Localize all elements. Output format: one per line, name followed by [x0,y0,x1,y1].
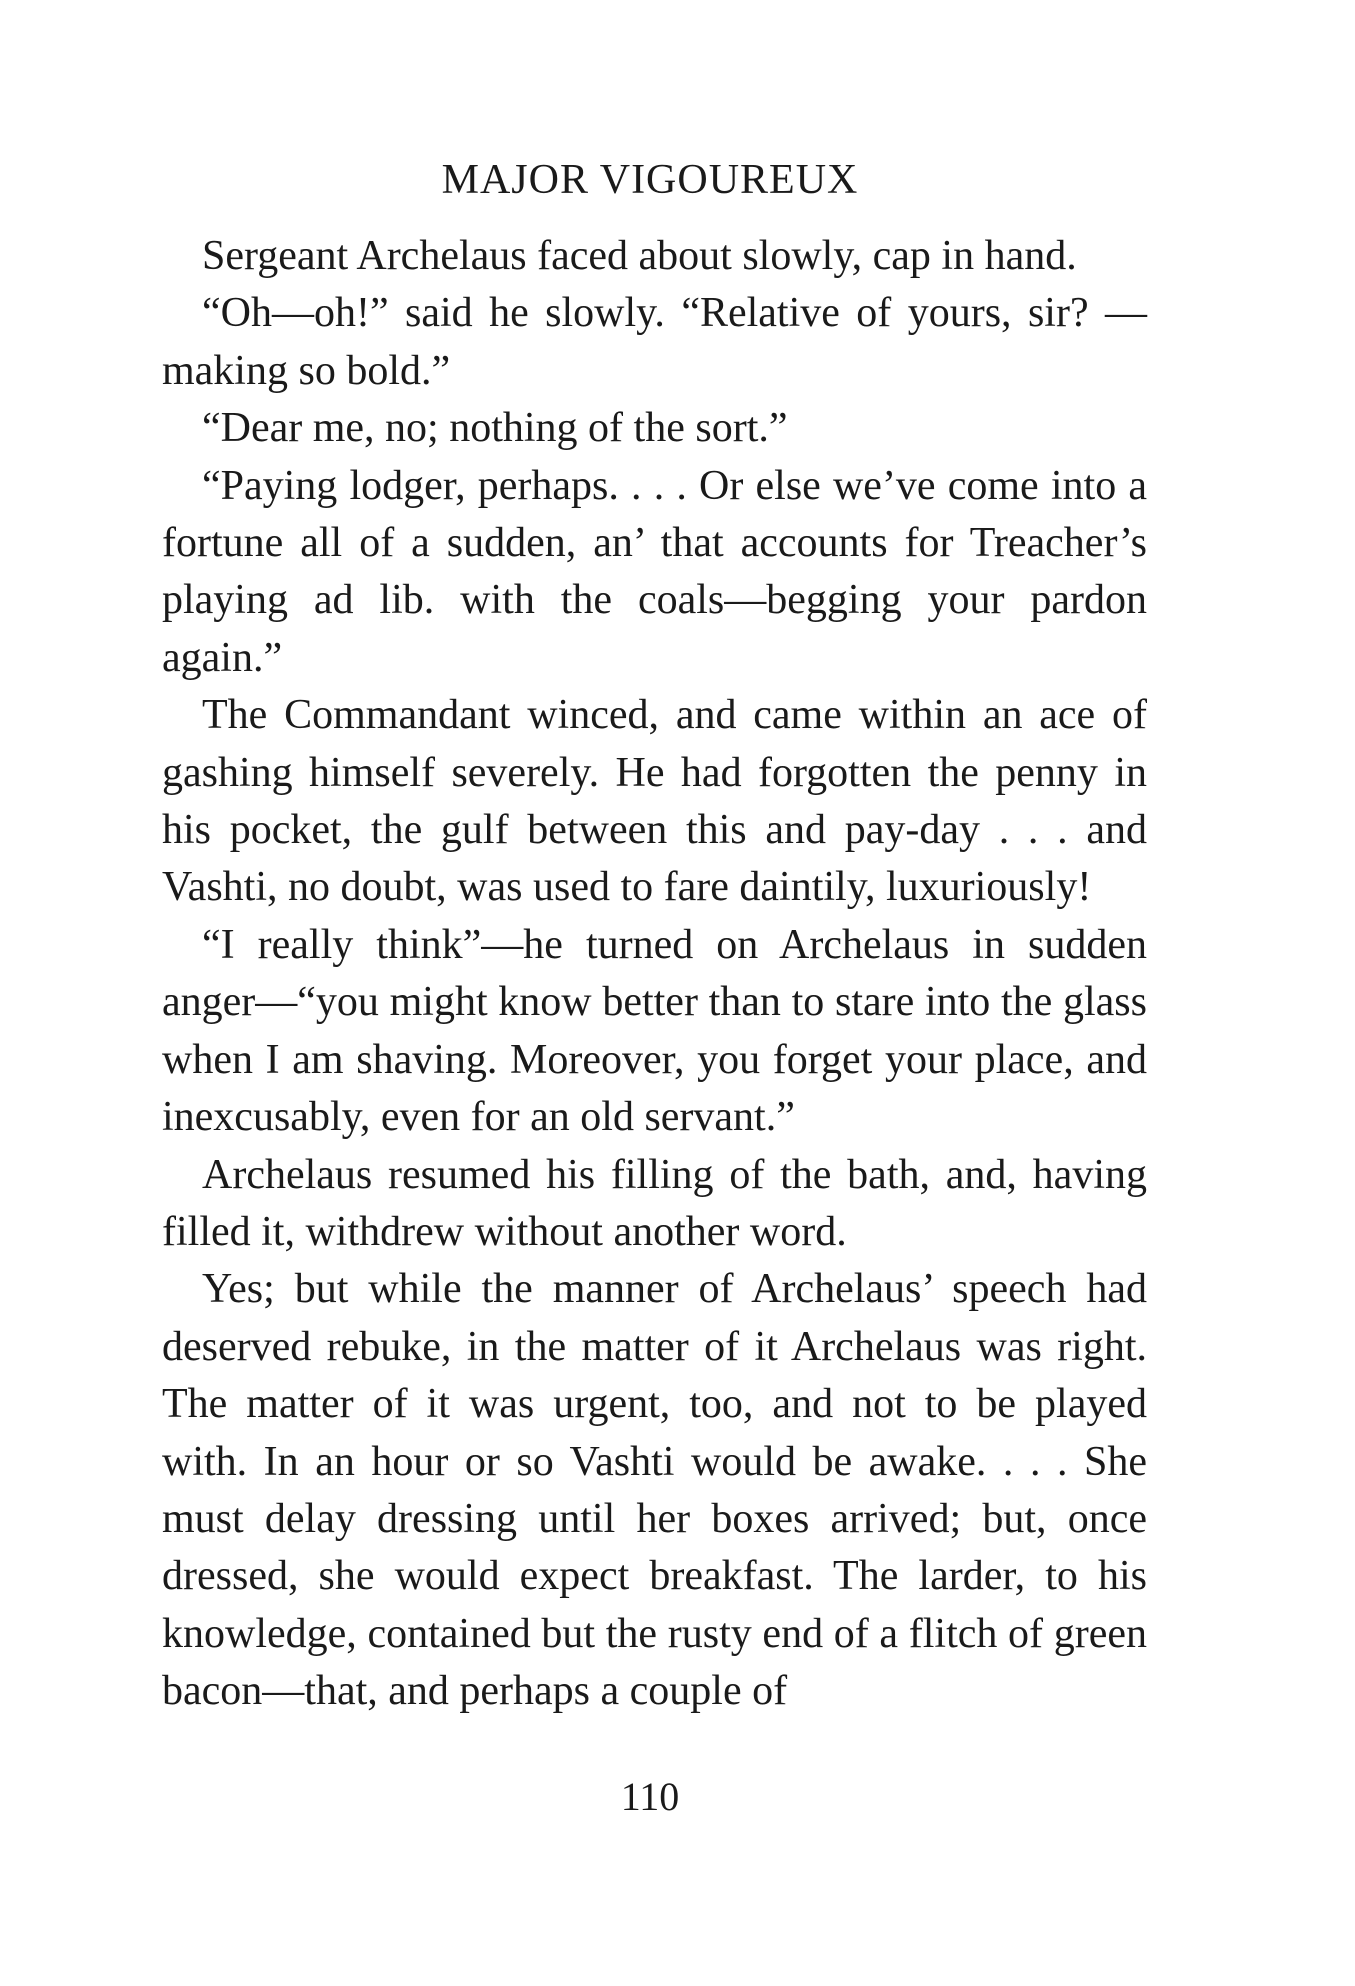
page-number: 110 [620,1774,680,1819]
paragraph: “Oh—oh!” said he slowly. “Relative of yours, sir? —making so bold.” [162,290,1147,394]
paragraph: Archelaus resumed his filling of the bath, and, having filled it, withdrew without another word. [162,1151,1147,1255]
paragraph: The Commandant winced, and came within an ace of gashing himself severely. He had forgotten the penny in his pocket, the gulf between this and pay-day . . . and Vashti, no doubt, was used to fare daintily, luxuriously! [162,692,1147,911]
paragraph: Sergeant Archelaus faced about slowly, cap in hand. [202,233,1077,279]
body-text [162,228,1147,1721]
paragraph: Yes; but while the manner of Archelaus’ speech had deserved rebuke, in the matter of it Archelaus was right. The matter of it was urgent, too, and not to be played with. In an hour or so Vashti would be awake. . . . She must delay dressing until her boxes arrived; but, once dressed, she would expect breakfast. The larder, to his knowledge, contained but the rusty end of a flitch of green bacon—that, and perhaps a couple of [162,1266,1147,1715]
running-title: MAJOR VIGOUREUX [441,157,859,203]
paragraph: “I really think”—he turned on Archelaus in sudden anger—“you might know better than to stare into the glass when I am shaving. Moreover, you forget your place, and inexcusably, even for an old servant.” [162,921,1147,1141]
paragraph: “Paying lodger, perhaps. . . . Or else we’ve come into a fortune all of a sudden, an’ that accounts for Treacher’s playing ad lib. with the coals—begging your pardon again.” [162,462,1147,681]
paragraph: “Dear me, no; nothing of the sort.” [202,405,788,452]
